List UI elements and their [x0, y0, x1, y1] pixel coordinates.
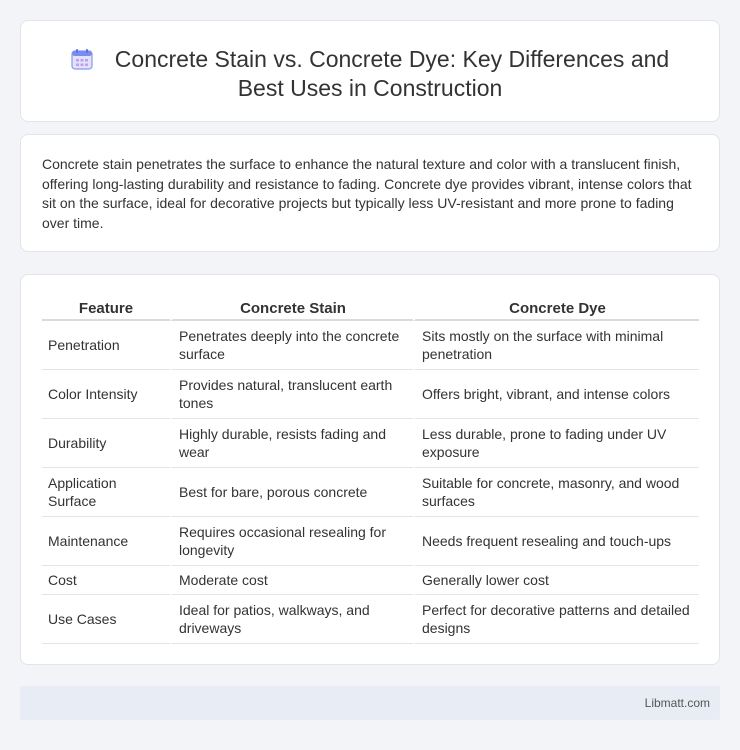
title-card — [20, 20, 720, 122]
comparison-table — [42, 297, 699, 644]
dye-cell: Sits mostly on the surface with minimal penetration — [413, 321, 699, 370]
stain-cell: Provides natural, translucent earth tones — [170, 370, 413, 419]
table-row — [42, 370, 699, 419]
header-concrete-stain: Concrete Stain — [170, 297, 413, 321]
stain-cell: Penetrates deeply into the concrete surface — [170, 321, 413, 370]
table-row — [42, 517, 699, 566]
dye-cell: Offers bright, vibrant, and intense colors — [413, 370, 699, 419]
dye-cell: Needs frequent resealing and touch-ups — [413, 517, 699, 566]
calendar-icon — [71, 48, 93, 70]
feature-cell: Durability — [42, 419, 170, 468]
page-title — [21, 45, 719, 103]
description-text: Concrete stain penetrates the surface to enhance the natural texture and color with a translucent finish, offering long-lasting durability and resistance to fading. Concrete dye provides vibrant, intense colors that sit on the surface, ideal for decorative projects but typically less UV-resistant and more prone to fading over time. — [42, 156, 692, 231]
feature-cell: Cost — [42, 566, 170, 595]
stain-cell: Highly durable, resists fading and wear — [170, 419, 413, 468]
header-concrete-dye: Concrete Dye — [413, 297, 699, 321]
footer-bar — [20, 686, 720, 720]
footer-site-link[interactable]: Libmatt.com — [644, 696, 710, 710]
dye-cell: Generally lower cost — [413, 566, 699, 595]
dye-cell: Perfect for decorative patterns and detailed designs — [413, 595, 699, 644]
description-card — [20, 134, 720, 252]
page-title-text: Concrete Stain vs. Concrete Dye: Key Differences and Best Uses in Construction — [114, 46, 670, 101]
header-feature: Feature — [42, 297, 170, 321]
feature-cell: Color Intensity — [42, 370, 170, 419]
table-row — [42, 468, 699, 517]
table-row — [42, 566, 699, 595]
comparison-table-card — [20, 274, 720, 665]
stain-cell: Requires occasional resealing for longevity — [170, 517, 413, 566]
feature-cell: Maintenance — [42, 517, 170, 566]
stain-cell: Best for bare, porous concrete — [170, 468, 413, 517]
feature-cell: Application Surface — [42, 468, 170, 517]
table-row — [42, 595, 699, 644]
table-row — [42, 321, 699, 370]
stain-cell: Moderate cost — [170, 566, 413, 595]
feature-cell: Penetration — [42, 321, 170, 370]
dye-cell: Suitable for concrete, masonry, and wood surfaces — [413, 468, 699, 517]
table-header-row — [42, 297, 699, 321]
feature-cell: Use Cases — [42, 595, 170, 644]
stain-cell: Ideal for patios, walkways, and driveways — [170, 595, 413, 644]
dye-cell: Less durable, prone to fading under UV exposure — [413, 419, 699, 468]
table-row — [42, 419, 699, 468]
